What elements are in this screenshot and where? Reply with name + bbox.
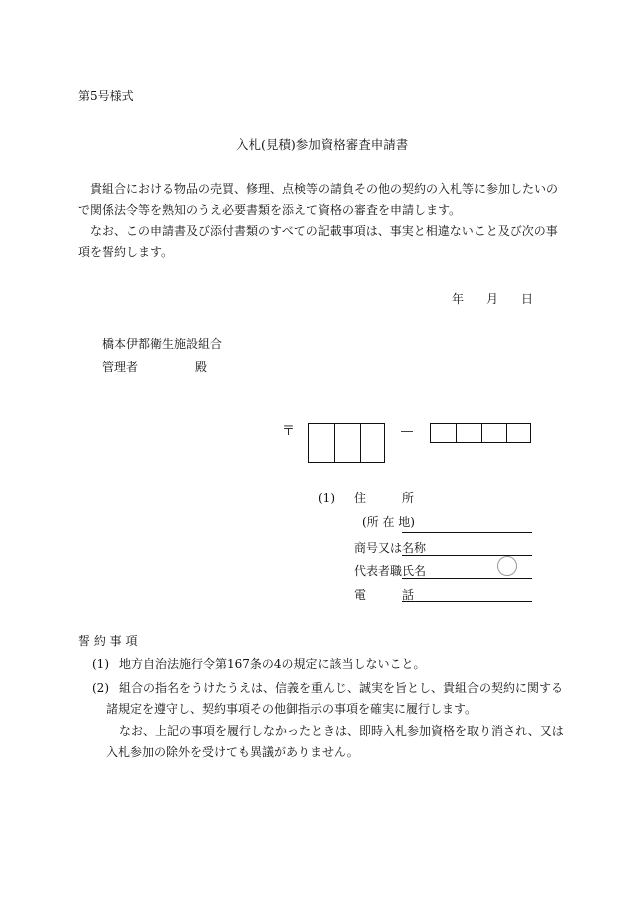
postal-digit-divider: [334, 424, 335, 462]
postal-code-suffix-field[interactable]: [430, 423, 531, 443]
address-label: 住 所: [354, 491, 415, 505]
date-year: 年: [452, 292, 465, 306]
postal-mark: 〒: [282, 424, 296, 439]
addressee-honorific: 殿: [195, 360, 208, 374]
form-number: 第5号様式: [78, 89, 134, 103]
representative-label: 代表者職氏名: [354, 564, 427, 578]
pledge-line-2: 項を誓約します。: [78, 245, 174, 259]
pledge-item-2-line-1: 組合の指名をうけたうえは、信義を重んじ、誠実を旨とし、貴組合の契約に関する: [119, 681, 564, 695]
postal-dash: ―: [401, 424, 413, 438]
postal-digit-divider: [456, 424, 457, 442]
document-title: 入札(見積)参加資格審査申請書: [236, 137, 409, 152]
phone-label: 電 話: [354, 588, 415, 602]
postal-code-prefix-field[interactable]: [308, 423, 385, 463]
pledge-note-line-2: 入札参加の除外を受けても異議がありません。: [106, 745, 359, 759]
intro-line-2: で関係法令等を熟知のうえ必要書類を添えて資格の審査を申請します。: [78, 203, 462, 217]
postal-digit-divider: [506, 424, 507, 442]
date-day: 日: [521, 292, 534, 306]
pledge-item-1-number: (1): [92, 657, 109, 671]
applicant-number: (1): [318, 491, 335, 505]
company-label: 商号又は名称: [354, 541, 427, 555]
representative-field-line[interactable]: [402, 578, 532, 579]
postal-digit-divider: [360, 424, 361, 462]
pledge-heading: 誓 約 事 項: [78, 634, 138, 648]
addressee-org: 橋本伊都衛生施設組合: [102, 337, 223, 351]
seal-circle-icon: [497, 556, 517, 576]
phone-field-line[interactable]: [402, 601, 532, 602]
location-label: (所 在 地): [362, 515, 415, 529]
location-field-line[interactable]: [402, 532, 532, 533]
pledge-item-2-number: (2): [92, 681, 109, 695]
intro-line-1: 貴組合における物品の売買、修理、点検等の請負その他の契約の入札等に参加したいの: [90, 182, 559, 196]
addressee-role: 管理者: [102, 360, 139, 374]
pledge-item-2-line-2: 諸規定を遵守し、契約事項その他御指示の事項を確実に履行します。: [106, 702, 478, 716]
pledge-note-line-1: なお、上記の事項を履行しなかったときは、即時入札参加資格を取り消され、又は: [119, 724, 564, 738]
postal-digit-divider: [481, 424, 482, 442]
company-field-line[interactable]: [402, 555, 532, 556]
pledge-line-1: なお、この申請書及び添付書類のすべての記載事項は、事実と相違ないこと及び次の事: [90, 224, 558, 238]
date-month: 月: [486, 292, 499, 306]
pledge-item-1-text: 地方自治法施行令第167条の4の規定に該当しないこと。: [119, 657, 426, 671]
